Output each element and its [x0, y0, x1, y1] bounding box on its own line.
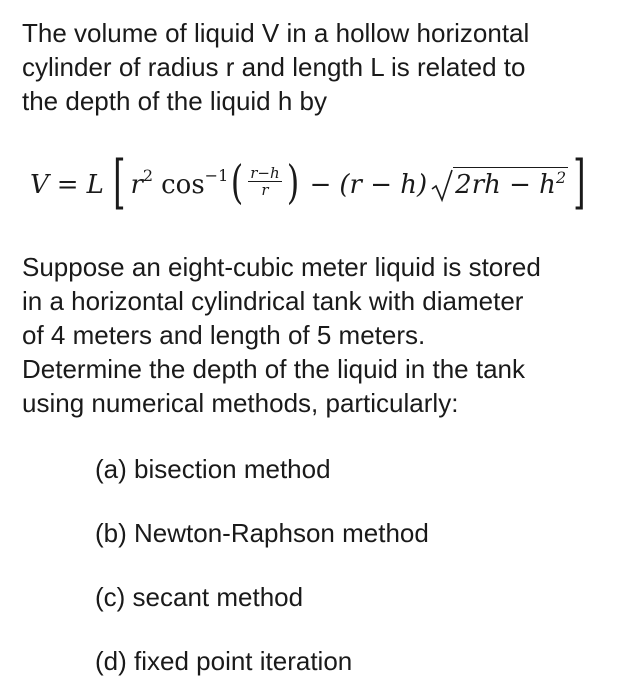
formula-inverse-exponent: −1	[204, 165, 229, 185]
formula-volume-var: V	[30, 170, 49, 200]
scenario-paragraph	[22, 250, 541, 420]
formula-radicand	[453, 167, 568, 203]
scenario-line: in a horizontal cylindrical tank with diameter	[22, 286, 524, 316]
scenario-line: Suppose an eight-cubic meter liquid is stored	[22, 252, 541, 282]
intro-line: cylinder of radius r and length L is related to	[22, 52, 526, 82]
formula-fraction-numerator: r−h	[250, 163, 280, 182]
scenario-line: of 4 meters and length of 5 meters.	[22, 320, 426, 350]
option-fixed-point: (d) fixed point iteration	[95, 646, 353, 676]
scenario-line: using numerical methods, particularly:	[22, 388, 459, 418]
sqrt-radical-icon	[431, 169, 453, 203]
formula-square-root	[431, 167, 568, 203]
formula-radius-var: r	[130, 170, 143, 200]
option-secant: (c) secant method	[95, 582, 304, 612]
formula-radicand-exponent: 2	[555, 168, 567, 187]
formula-fraction	[248, 165, 281, 198]
formula-factor: (r − h)	[339, 170, 428, 200]
volume-formula	[30, 150, 591, 220]
formula-left-bracket: [	[112, 148, 126, 216]
formula-equals: =	[56, 170, 79, 200]
intro-line: The volume of liquid V in a hollow horizontal	[22, 18, 530, 48]
formula-right-bracket: ]	[573, 148, 586, 216]
formula-minus: −	[309, 170, 332, 200]
formula-cos: cos	[161, 170, 205, 200]
formula-square-exponent: 2	[142, 165, 154, 185]
intro-paragraph	[22, 16, 529, 118]
formula-left-paren: (	[230, 155, 244, 209]
option-bisection: (a) bisection method	[95, 454, 331, 484]
intro-line: the depth of the liquid h by	[22, 86, 328, 116]
formula-fraction-denominator: r	[261, 180, 269, 199]
option-newton-raphson: (b) Newton-Raphson method	[95, 518, 429, 548]
formula-length-var: L	[86, 170, 104, 200]
scenario-line: Determine the depth of the liquid in the tank	[22, 354, 525, 384]
formula-radicand-text: 2rh − h	[455, 170, 556, 200]
formula-right-paren: )	[286, 155, 299, 209]
